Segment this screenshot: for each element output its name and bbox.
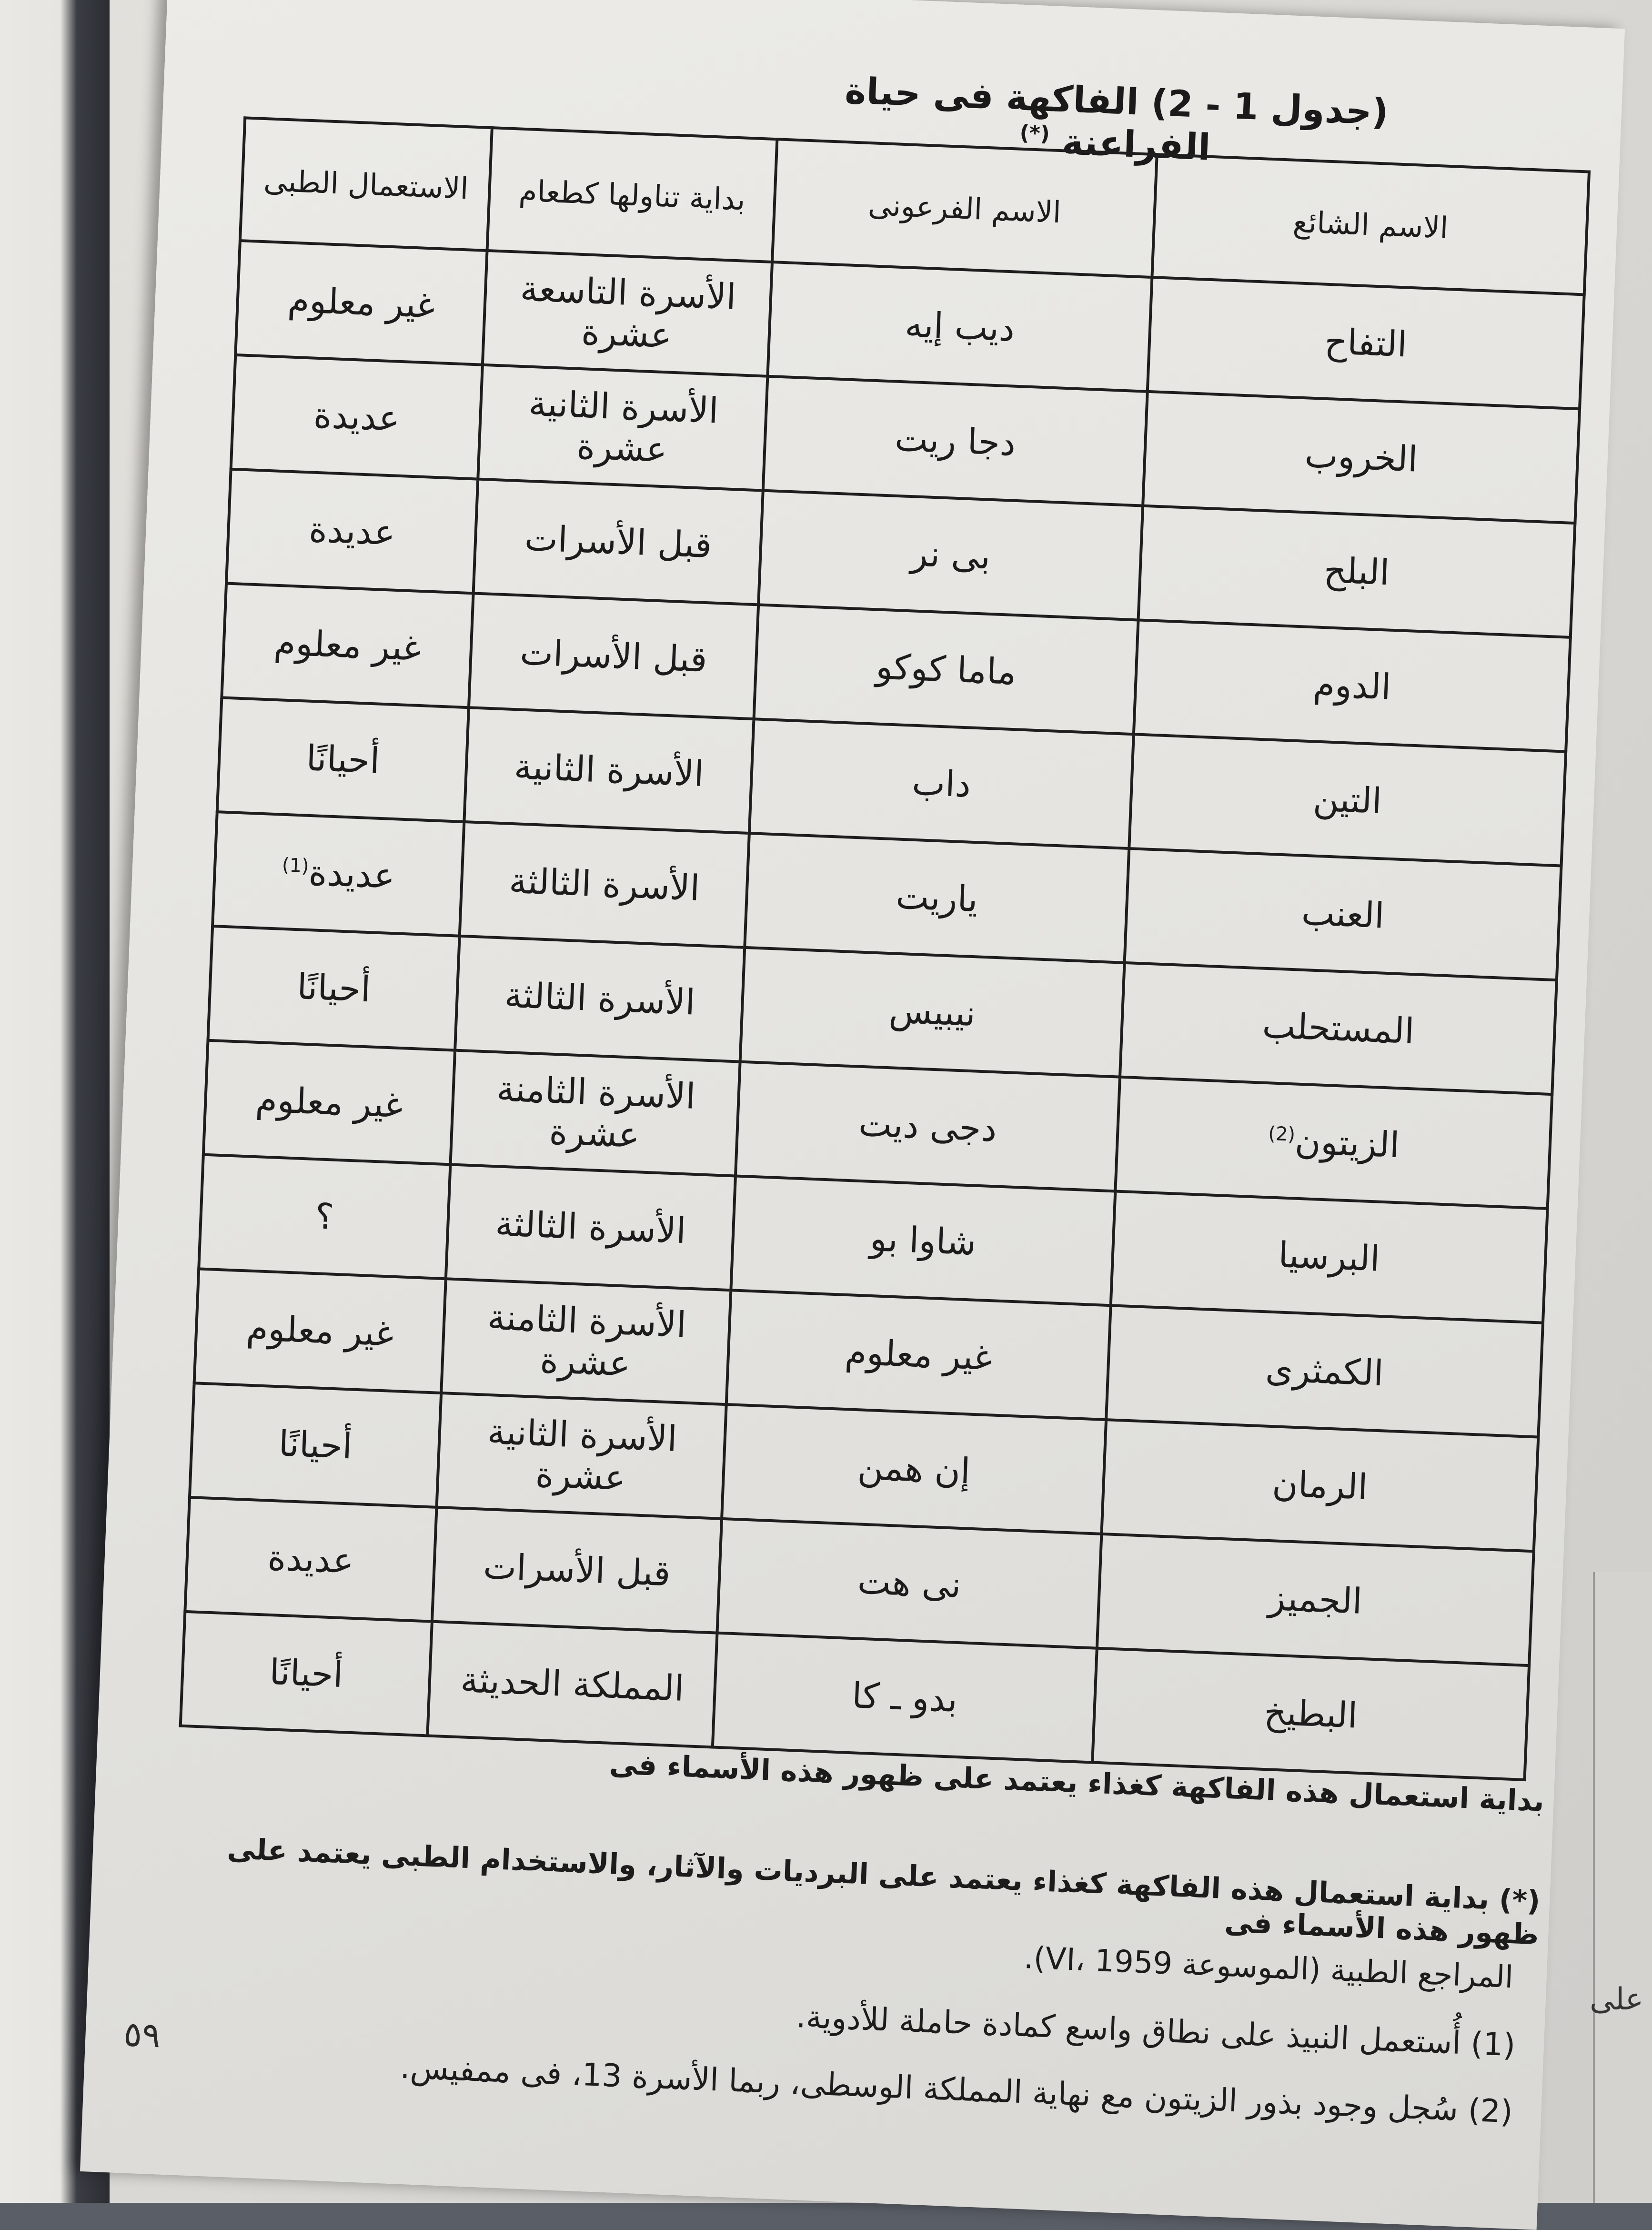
cell-food-start-text: المملكة الحديثة <box>460 1659 685 1709</box>
footnote-star-continuation: بداية استعمال هذه الفاكهة كغذاء يعتمد على ظهور هذه الأسماء فى <box>608 1747 1545 1818</box>
cell-medical-use <box>185 1497 436 1622</box>
cell-medical-use-text: عديدة <box>267 1537 355 1582</box>
cell-food-start <box>437 1393 726 1519</box>
cell-pharaonic-name <box>726 1290 1111 1420</box>
cell-common-name <box>1111 1191 1548 1322</box>
cell-food-start-text: الأسرة الثامنة عشرة <box>486 1296 687 1384</box>
cell-food-start <box>451 1050 740 1176</box>
cell-pharaonic-name-text: ديب إيه <box>904 304 1016 350</box>
cell-food-start-text: الأسرة الثالثة <box>504 974 696 1023</box>
cell-medical-use-text: أحيانًا <box>278 1423 353 1467</box>
cell-medical-use-text: غير معلوم <box>273 622 422 669</box>
cell-medical-use <box>208 926 460 1050</box>
caption-text: (جدول 1 - 2) الفاكهة فى حياة الفراعنة <box>844 69 1390 169</box>
cell-medical-use <box>222 584 473 708</box>
cell-food-start <box>441 1279 731 1404</box>
cell-common-name-text: التفاح <box>1323 321 1408 365</box>
cell-pharaonic-name <box>749 719 1134 848</box>
cell-medical-use <box>194 1269 446 1393</box>
cell-food-start <box>427 1622 717 1747</box>
cell-pharaonic-name-text: بدو ـ كا <box>851 1675 958 1721</box>
cell-food-start-text: الأسرة التاسعة عشرة <box>519 268 737 356</box>
footnote-ref: (2) <box>1268 1122 1296 1146</box>
cell-food-start-text: قبل الأسرات <box>482 1545 672 1594</box>
header-pharaonic-name: الاسم الفرعونى <box>772 139 1157 277</box>
cell-common-name <box>1143 392 1580 523</box>
cell-common-name <box>1134 620 1571 751</box>
cell-medical-use-text: أحيانًا <box>296 966 372 1010</box>
cell-common-name-text: التين <box>1312 778 1383 822</box>
cell-medical-use-text: عديدة <box>312 394 401 439</box>
cell-food-start <box>446 1164 735 1290</box>
cell-common-name-text: البلح <box>1323 550 1390 594</box>
page-number: ٥٩ <box>122 2014 161 2056</box>
cell-medical-use-text: غير معلوم <box>245 1307 395 1354</box>
cell-pharaonic-name-text: دجى ديت <box>857 1103 998 1150</box>
caption-mark: (*) <box>1019 121 1050 146</box>
cell-medical-use <box>181 1612 432 1736</box>
cell-food-start <box>478 365 767 491</box>
footnote-star: (*) بداية استعمال هذه الفاكهة كغذاء يعتمد على البرديات والآثار، والاستخدام الطبى يعتمد على ظهور هذه الأسماء فى <box>226 1832 1541 1952</box>
footnote-references: المراجع الطبية (الموسوعة VI، 1959). <box>1023 1940 1514 1996</box>
cell-medical-use-text: عديدة <box>308 509 396 554</box>
cell-common-name-text: العنب <box>1300 892 1385 937</box>
cell-pharaonic-name <box>731 1176 1115 1305</box>
cell-medical-use <box>203 1040 455 1165</box>
cell-food-start <box>455 936 745 1062</box>
cell-common-name-text: الرمان <box>1271 1463 1369 1508</box>
header-medical-use: الاستعمال الطبى <box>240 118 492 251</box>
cell-common-name-text: الجميز <box>1268 1577 1363 1622</box>
cell-medical-use <box>199 1155 450 1279</box>
header-common-name: الاسم الشائع <box>1152 154 1589 294</box>
footnote-1: (1) أُستعمل النبيذ على نطاق واسع كمادة حاملة للأدوية. <box>795 1998 1516 2064</box>
cell-common-name <box>1129 734 1566 866</box>
cell-food-start-text: قبل الأسرات <box>524 517 713 566</box>
cell-common-name-text: البطيخ <box>1263 1691 1359 1736</box>
cell-medical-use <box>190 1383 441 1507</box>
cell-food-start <box>460 822 749 948</box>
cell-pharaonic-name <box>745 833 1129 963</box>
cell-medical-use-text: أحيانًا <box>305 737 381 782</box>
cell-pharaonic-name <box>754 605 1138 734</box>
cell-food-start <box>469 593 758 719</box>
cell-pharaonic-name <box>735 1062 1120 1191</box>
cell-common-name-text: المستحلب <box>1261 1005 1415 1052</box>
cell-medical-use <box>212 812 464 936</box>
table-body <box>181 241 1584 1780</box>
cell-pharaonic-name-text: شاوا بو <box>869 1218 977 1263</box>
footnote-ref: (1) <box>282 854 310 878</box>
book-page <box>80 0 1625 2230</box>
cell-common-name <box>1092 1648 1529 1780</box>
cell-medical-use-text: غير معلوم <box>254 1079 404 1126</box>
cell-common-name <box>1106 1305 1543 1437</box>
cell-common-name <box>1101 1420 1538 1551</box>
cell-pharaonic-name <box>740 948 1125 1077</box>
cell-medical-use-text: أحيانًا <box>269 1652 344 1696</box>
cell-medical-use <box>231 355 483 479</box>
cell-pharaonic-name-text: نى هت <box>856 1561 962 1606</box>
cell-common-name-text: الدوم <box>1312 664 1392 708</box>
cell-pharaonic-name <box>758 491 1143 620</box>
cell-pharaonic-name-text: داب <box>911 762 972 806</box>
cell-food-start-text: الأسرة الثالثة <box>494 1203 687 1252</box>
cell-pharaonic-name <box>722 1404 1106 1534</box>
cell-medical-use <box>226 469 478 594</box>
cell-common-name-text: البرسيا <box>1277 1234 1381 1280</box>
header-food-start: بداية تناولها كطعام <box>487 128 777 262</box>
cell-pharaonic-name-text: نيبيس <box>888 990 977 1035</box>
cell-medical-use-text: عديدة <box>308 852 396 897</box>
cell-pharaonic-name-text: بى نر <box>910 533 991 577</box>
cell-food-start-text: الأسرة الثانية عشرة <box>528 383 719 471</box>
cell-medical-use <box>217 697 469 822</box>
cell-food-start <box>464 707 754 833</box>
cell-common-name <box>1138 506 1575 637</box>
cell-food-start <box>432 1507 722 1633</box>
cell-food-start-text: قبل الأسرات <box>519 632 708 681</box>
footnote-2: (2) سُجل وجود بذور الزيتون مع نهاية المملكة الوسطى، ربما الأسرة 13، فى ممفيس. <box>399 2048 1514 2130</box>
cell-pharaonic-name <box>713 1633 1097 1763</box>
cell-food-start-text: الأسرة الثالثة <box>508 860 701 909</box>
cell-pharaonic-name-text: غير معلوم <box>844 1332 993 1379</box>
adjacent-page-fragment: على <box>1590 1982 1643 2017</box>
cell-medical-use-text: غير معلوم <box>287 279 436 326</box>
cell-common-name <box>1115 1077 1552 1209</box>
cell-pharaonic-name-text: ماما كوكو <box>875 646 1017 693</box>
cell-common-name <box>1148 277 1584 409</box>
cell-pharaonic-name <box>763 376 1148 506</box>
cell-food-start-text: الأسرة الثانية عشرة <box>486 1411 678 1499</box>
cell-common-name <box>1097 1534 1534 1665</box>
cell-common-name-text: الخروب <box>1304 434 1419 480</box>
cell-common-name <box>1125 848 1561 980</box>
cell-medical-use-text: ؟ <box>314 1196 335 1238</box>
cell-common-name <box>1120 963 1557 1094</box>
cell-food-start-text: الأسرة الثانية <box>513 746 705 795</box>
cell-food-start-text: الأسرة الثامنة عشرة <box>495 1068 696 1156</box>
cell-food-start <box>473 479 763 605</box>
cell-common-name-text: الزيتون <box>1294 1120 1400 1166</box>
cell-common-name-text: الكمثرى <box>1264 1348 1385 1394</box>
cell-pharaonic-name <box>717 1519 1101 1648</box>
adjacent-page <box>1593 1572 1652 2203</box>
fruit-table <box>179 116 1591 1781</box>
cell-pharaonic-name-text: ياريت <box>895 876 979 920</box>
cell-food-start <box>483 251 772 376</box>
cell-pharaonic-name-text: دجا ريت <box>894 418 1017 464</box>
cell-medical-use <box>235 241 487 365</box>
cell-pharaonic-name-text: إن همن <box>856 1446 971 1492</box>
cell-pharaonic-name <box>767 262 1152 392</box>
